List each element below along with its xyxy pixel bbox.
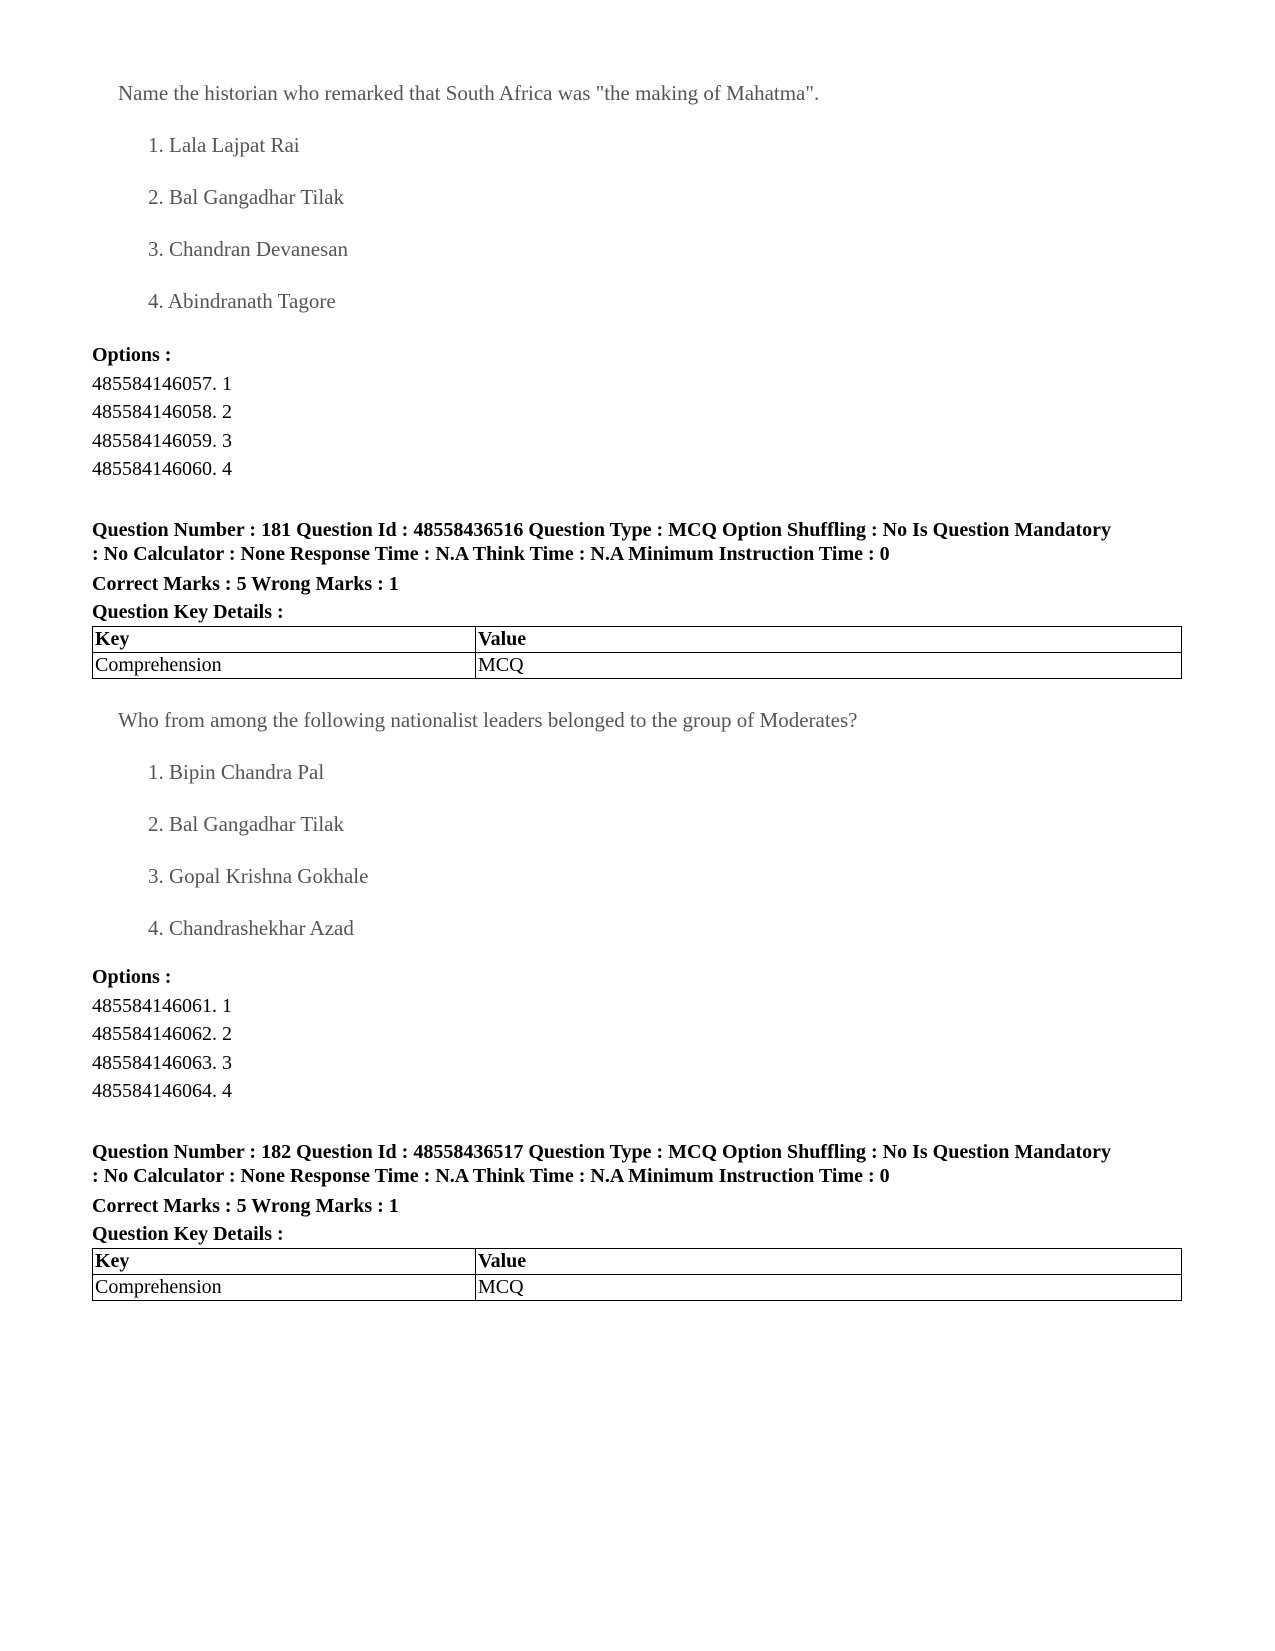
key-details-label: Question Key Details : bbox=[92, 1223, 284, 1245]
table-header-cell: Value bbox=[476, 1249, 1182, 1275]
option-id-row: 485584146058. 2 bbox=[92, 401, 232, 423]
table-header-cell: Value bbox=[476, 627, 1182, 653]
marks-line: Correct Marks : 5 Wrong Marks : 1 bbox=[92, 573, 399, 595]
table-header-row bbox=[93, 1249, 1182, 1275]
table-cell: Comprehension bbox=[93, 1275, 476, 1301]
option-id-row: 485584146059. 3 bbox=[92, 429, 232, 452]
key-details-table bbox=[92, 626, 1182, 679]
table-cell: MCQ bbox=[476, 653, 1182, 679]
question-option-2: 2. Bal Gangadhar Tilak bbox=[148, 812, 344, 836]
question-option-3: 3. Chandran Devanesan bbox=[148, 237, 349, 261]
options-list-1 bbox=[92, 341, 232, 484]
option-id-row: 485584146062. 2 bbox=[92, 1023, 232, 1045]
marks-line: Correct Marks : 5 Wrong Marks : 1 bbox=[92, 1195, 399, 1217]
table-cell: MCQ bbox=[476, 1275, 1182, 1301]
option-id-row: 485584146063. 3 bbox=[92, 1051, 232, 1074]
question-meta-line: : No Calculator : None Response Time : N.A Think Time : N.A Minimum Instruction Time : 0 bbox=[92, 1164, 890, 1187]
table-cell: Comprehension bbox=[93, 653, 476, 679]
table-header-row bbox=[93, 627, 1182, 653]
question-option-4: 4. Abindranath Tagore bbox=[148, 289, 336, 313]
question-option-4: 4. Chandrashekhar Azad bbox=[148, 916, 354, 940]
key-details-label: Question Key Details : bbox=[92, 601, 284, 623]
table-row bbox=[93, 653, 1182, 679]
question-meta-line: Question Number : 182 Question Id : 48558436517 Question Type : MCQ Option Shuffling : No Is Question Mandatory bbox=[92, 1141, 1111, 1163]
question-option-1: 1. Bipin Chandra Pal bbox=[148, 760, 325, 784]
option-id-row: 485584146057. 1 bbox=[92, 372, 232, 395]
question-meta-182 bbox=[92, 1141, 1182, 1248]
question-option-3: 3. Gopal Krishna Gokhale bbox=[148, 864, 369, 888]
question-option-2: 2. Bal Gangadhar Tilak bbox=[148, 185, 344, 209]
question-meta-181 bbox=[92, 519, 1182, 626]
question-image-2 bbox=[118, 707, 857, 967]
table-header-cell: Key bbox=[93, 627, 476, 653]
question-image-1 bbox=[118, 80, 819, 340]
option-id-row: 485584146061. 1 bbox=[92, 994, 232, 1017]
options-label: Options : bbox=[92, 344, 172, 366]
options-label: Options : bbox=[92, 966, 172, 988]
question-text: Name the historian who remarked that South Africa was "the making of Mahatma". bbox=[118, 81, 820, 105]
option-id-row: 485584146064. 4 bbox=[92, 1080, 232, 1102]
option-id-row: 485584146060. 4 bbox=[92, 458, 232, 480]
question-meta-line: Question Number : 181 Question Id : 48558436516 Question Type : MCQ Option Shuffling : No Is Question Mandatory bbox=[92, 519, 1111, 541]
question-meta-line: : No Calculator : None Response Time : N.A Think Time : N.A Minimum Instruction Time : 0 bbox=[92, 542, 890, 565]
question-text: Who from among the following nationalist leaders belonged to the group of Moderates? bbox=[118, 708, 858, 732]
question-option-1: 1. Lala Lajpat Rai bbox=[148, 133, 300, 157]
key-details-table bbox=[92, 1248, 1182, 1301]
options-list-2 bbox=[92, 963, 232, 1106]
table-row bbox=[93, 1275, 1182, 1301]
table-header-cell: Key bbox=[93, 1249, 476, 1275]
